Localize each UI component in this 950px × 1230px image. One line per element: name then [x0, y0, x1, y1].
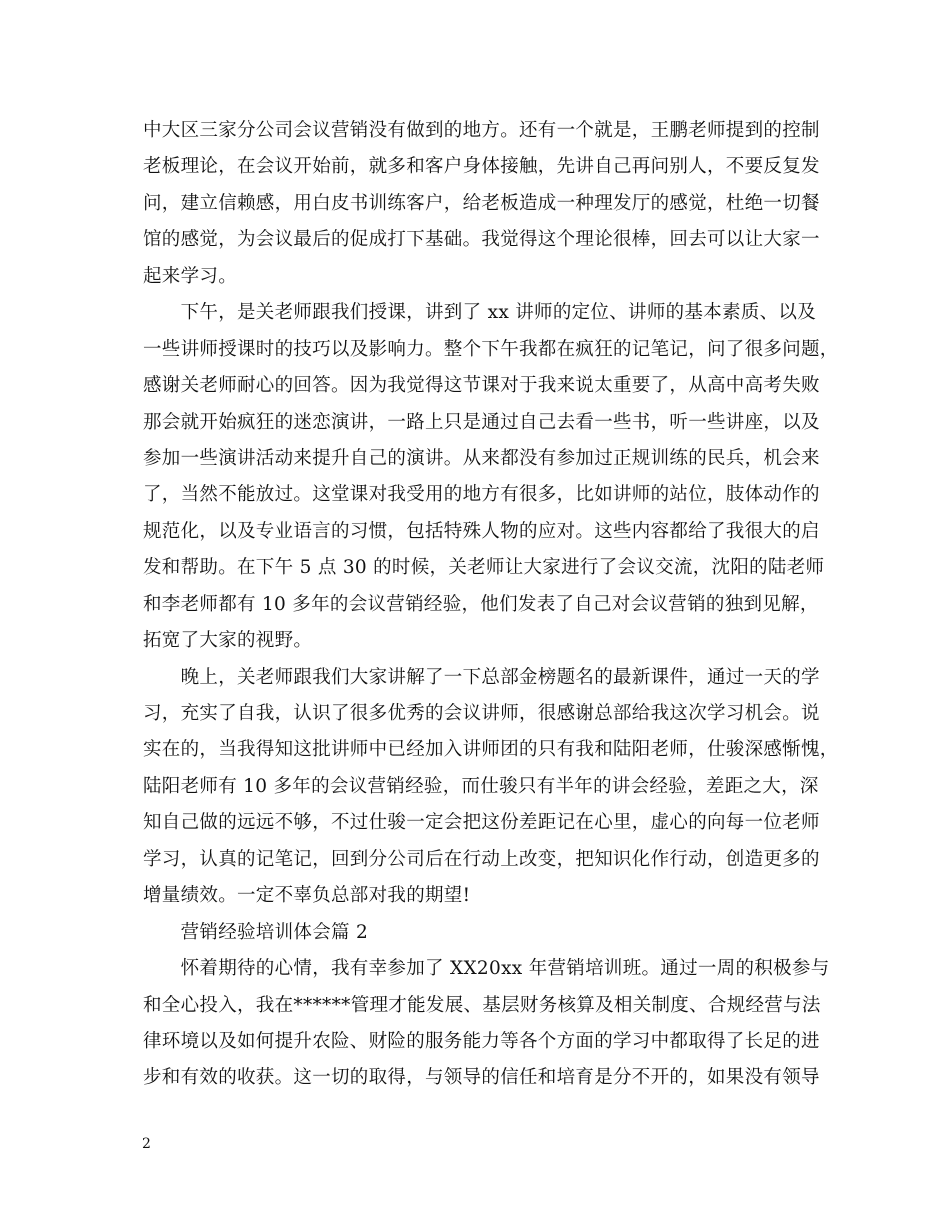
text-line: 步和有效的收获。这一切的取得，与领导的信任和培育是分不开的，如果没有领导: [143, 1067, 820, 1089]
text-line: 晚上，关老师跟我们大家讲解了一下总部金榜题名的最新课件，通过一天的学: [143, 666, 820, 688]
text-line: 馆的感觉，为会议最后的促成打下基础。我觉得这个理论很棒，回去可以让大家一: [143, 229, 820, 251]
text-line: 和李老师都有 10 多年的会议营销经验，他们发表了自己对会议营销的独到见解，: [143, 593, 819, 615]
text-line: 那会就开始疯狂的迷恋演讲，一路上只是通过自己去看一些书，听一些讲座，以及: [143, 411, 820, 433]
text-line: 增量绩效。一定不辜负总部对我的期望!: [143, 885, 471, 907]
text-line: 学习，认真的记笔记，回到分公司后在行动上改变，把知识化作行动，创造更多的: [143, 848, 820, 870]
text-line: 习，充实了自我，认识了很多优秀的会议讲师，很感谢总部给我这次学习机会。说: [143, 703, 820, 724]
text-line: 起来学习。: [143, 265, 238, 287]
text-line: 下午，是关老师跟我们授课，讲到了 xx 讲师的定位、讲师的基本素质、以及: [143, 302, 817, 324]
text-line: 怀着期待的心情，我有幸参加了 XX20xx 年营销培训班。通过一周的积极参与: [143, 958, 830, 980]
text-line: 问，建立信赖感，用白皮书训练客户，给老板造成一种理发厅的感觉，杜绝一切餐: [143, 192, 820, 214]
text-line: 和全心投入，我在******管理才能发展、基层财务核算及相关制度、合规经营与法: [143, 994, 821, 1016]
page-number: 2: [142, 1136, 151, 1152]
text-line: 律环境以及如何提升农险、财险的服务能力等各个方面的学习中都取得了长足的进: [143, 1030, 820, 1052]
text-line: 陆阳老师有 10 多年的会议营销经验，而仕骏只有半年的讲会经验，差距之大，深: [143, 775, 819, 797]
text-line: 发和帮助。在下午 5 点 30 的时候，关老师让大家进行了会议交流，沈阳的陆老师: [143, 557, 825, 579]
text-line: 感谢关老师耐心的回答。因为我觉得这节课对于我来说太重要了，从高中高考失败: [143, 375, 820, 397]
text-line: 参加一些演讲活动来提升自己的演讲。从来都没有参加过正规训练的民兵，机会来: [143, 447, 820, 469]
body-text: [143, 113, 839, 1097]
text-line: 老板理论，在会议开始前，就多和客户身体接触，先讲自己再问别人，不要反复发: [143, 156, 820, 178]
text-line: 中大区三家分公司会议营销没有做到的地方。还有一个就是，王鹏老师提到的控制: [143, 120, 820, 141]
text-line: 知自己做的远远不够，不过仕骏一定会把这份差距记在心里，虚心的向每一位老师: [143, 812, 820, 834]
section-heading: 营销经验培训体会篇 2: [143, 921, 369, 943]
text-line: 了，当然不能放过。这堂课对我受用的地方有很多，比如讲师的站位，肢体动作的: [143, 484, 820, 506]
text-line: 实在的，当我得知这批讲师中已经加入讲师团的只有我和陆阳老师，仕骏深感惭愧，: [143, 739, 839, 761]
text-line: 规范化，以及专业语言的习惯，包括特殊人物的应对。这些内容都给了我很大的启: [143, 520, 820, 542]
text-line: 一些讲师授课时的技巧以及影响力。整个下午我都在疯狂的记笔记，问了很多问题，: [143, 338, 839, 360]
text-line: 拓宽了大家的视野。: [143, 630, 313, 652]
